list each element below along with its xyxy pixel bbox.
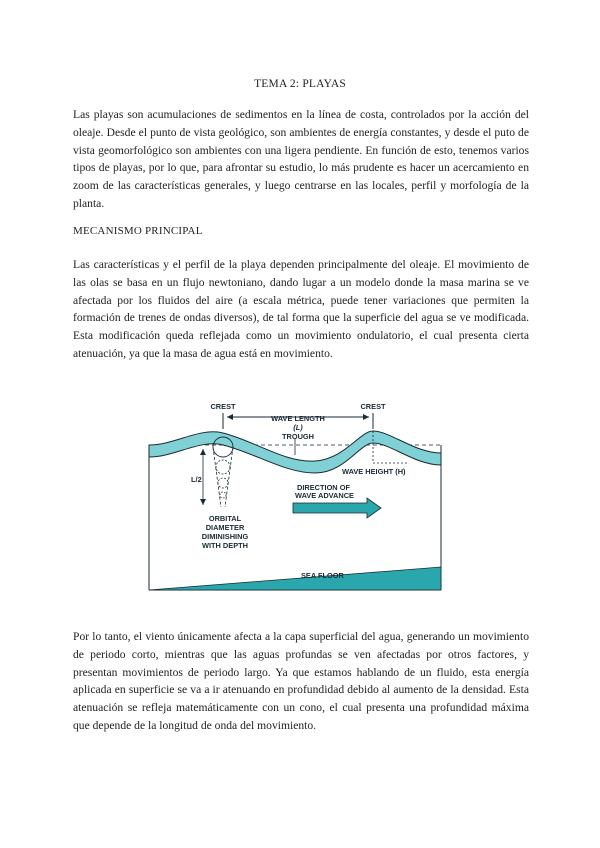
wave-length-arrowhead-left (227, 414, 233, 420)
direction-label-2: WAVE ADVANCE (295, 491, 354, 500)
orbital-label-2: DIAMETER (205, 523, 245, 532)
section-heading: MECANISMO PRINCIPAL (73, 225, 203, 237)
wave-height-label: WAVE HEIGHT (H) (342, 467, 406, 476)
direction-arrow (293, 498, 381, 518)
orbit-circle-2 (216, 460, 230, 474)
intro-paragraph: Las playas son acumulaciones de sedimentos en la línea de costa, controlados por la acción del oleaje. Desde el punto de vista geológico, son ambientes de energía constantes, y desde el puto de vista geomorfológico son ambientes con una ligera pendiente. En función de esto, tenemos varios tipos de playas, por lo que, para afrontar su estudio, lo más prudente es hacer un acercamiento en zoom de las características generales, y luego centrarse en las locales, perfil y morfología de la planta. (73, 108, 529, 210)
page-title: TEMA 2: PLAYAS (254, 78, 346, 90)
mechanism-paragraph: Las características y el perfil de la playa dependen principalmente del oleaje. El movimiento de las olas se basa en un flujo newtoniano, dando lugar a un modelo donde la masa marina se ve afectada por los fluidos del aire (a escala métrica, puede tener variaciones que permiten la formación de trenes de ondas diversos), de tal forma que la superficie del agua se ve modificada. Esta modificación queda reflejada como un movimiento ondulatorio, el cual presenta cierta atenuación, ya que la masa de agua está en movimiento. (73, 258, 529, 360)
crest-right-label: CREST (360, 402, 386, 411)
sea-floor-wedge (149, 567, 441, 590)
orbit-circle-4 (220, 492, 226, 498)
half-length-arrowhead-top (200, 449, 206, 455)
conclusion-paragraph: Por lo tanto, el viento únicamente afecta a la capa superficial del agua, generando un movimiento de periodo corto, mientras que las aguas profundas se ven afectadas por otros factores, y presentan movimientos de periodo largo. Ya que estamos hablando de un fluido, esta energía aplicada en superficie se va a ir atenuando en profundidad debido al aumento de la densidad. Esta atenuación se refleja matemáticamente con un cono, el cual presenta una profundidad máxima que depende de la longitud de onda del movimiento. (73, 630, 529, 732)
sea-floor-label: SEA FLOOR (301, 571, 344, 580)
half-length-label: L/2 (191, 475, 202, 484)
wave-diagram (145, 395, 445, 600)
half-length-arrowhead-bottom (200, 499, 206, 505)
crest-left-label: CREST (210, 402, 236, 411)
wave-length-label: WAVE LENGTH (271, 414, 325, 423)
wave-length-arrowhead-right (363, 414, 369, 420)
direction-label-1: DIRECTION OF (297, 483, 350, 492)
orbital-label-1: ORBITAL (208, 514, 242, 523)
trough-label: TROUGH (281, 432, 315, 441)
orbit-circle-3 (218, 478, 228, 488)
wave-length-symbol: (L) (293, 423, 303, 432)
orbital-label-4: WITH DEPTH (202, 541, 248, 550)
orbital-label-3: DIMINISHING (201, 532, 249, 541)
